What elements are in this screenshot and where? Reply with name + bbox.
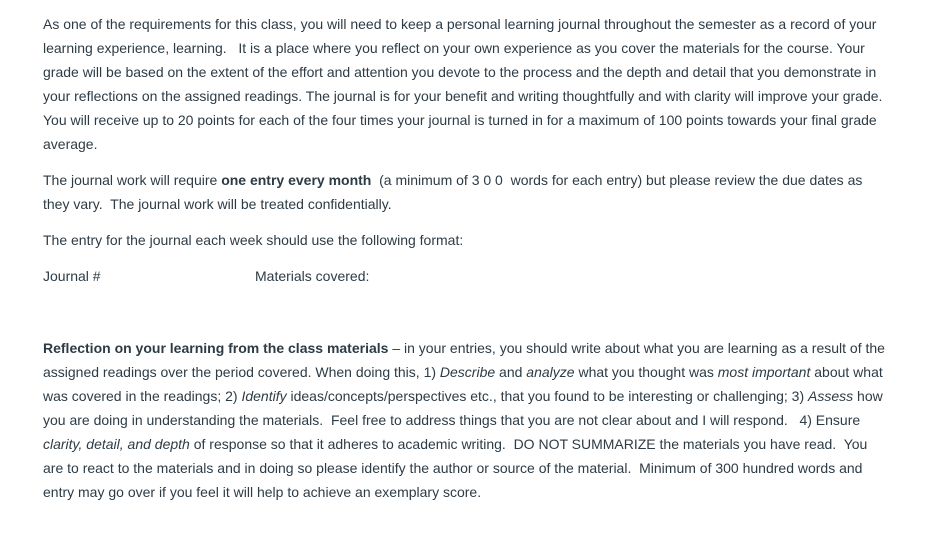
text-run: what you thought was — [574, 364, 718, 380]
paragraph-journal-overview — [43, 12, 889, 156]
text-run: Describe — [439, 364, 496, 380]
paragraph-journal-requirements — [43, 168, 889, 216]
paragraph-reflection-instructions — [43, 336, 889, 504]
text-run: The entry for the journal each week should use the following format: — [43, 232, 464, 248]
text-run: – in your entries, you should write about what you are learning as a result of the assigned readings over the period covered. When doing this, 1) — [43, 340, 889, 380]
text-run: clarity, detail, and depth — [43, 436, 190, 452]
blank-line — [43, 300, 889, 324]
text-run: Identify — [241, 388, 287, 404]
text-run: Assess — [808, 388, 854, 404]
text-run: most important — [717, 364, 811, 380]
text-run: of response so that it adheres to academic writing. DO NOT SUMMARIZE the materials you have read. You are to react to the materials and in doing so please identify the author or source of the material. Minimum of 300 hundred words and entry may go over if you feel it will help to achieve an exemplary score. — [43, 436, 872, 500]
journal-format-line — [43, 264, 889, 288]
text-run: (a minimum of 3 0 0 words for each entry) but please review the due dates as they vary. The journal work will be treated confidentially. — [43, 172, 867, 212]
text-run: analyze — [526, 364, 575, 380]
text-run: ideas/concepts/perspectives etc., that you found to be interesting or challenging; 3) — [286, 388, 809, 404]
text-run: about what was covered in the readings; 2) — [43, 364, 887, 404]
paragraph-format-intro — [43, 228, 889, 252]
text-run: Reflection on your learning from the class materials — [43, 340, 389, 356]
text-run: The journal work will require — [43, 172, 222, 188]
text-run: As one of the requirements for this class, you will need to keep a personal learning journal throughout the semester as a record of your learning experience, learning. It is a place where you reflect on your own experience as you cover the materials for the course. Your grade will be based on the extent of the effort and attention you devote to the process and the depth and detail that you demonstrate in your reflections on the assigned readings. The journal is for your benefit and writing thoughtfully and with clarity will improve your grade. You will receive up to 20 points for each of the four times your journal is turned in for a maximum of 100 points towards your final grade average. — [43, 16, 887, 152]
journal-number-label: Journal # — [43, 268, 101, 284]
materials-covered-label: Materials covered: — [255, 268, 370, 284]
text-run: how you are doing in understanding the materials. Feel free to address things that you are not clear about and I will respond. 4) Ensure — [43, 388, 887, 428]
text-run: one entry every month — [221, 172, 372, 188]
text-run: and — [495, 364, 527, 380]
